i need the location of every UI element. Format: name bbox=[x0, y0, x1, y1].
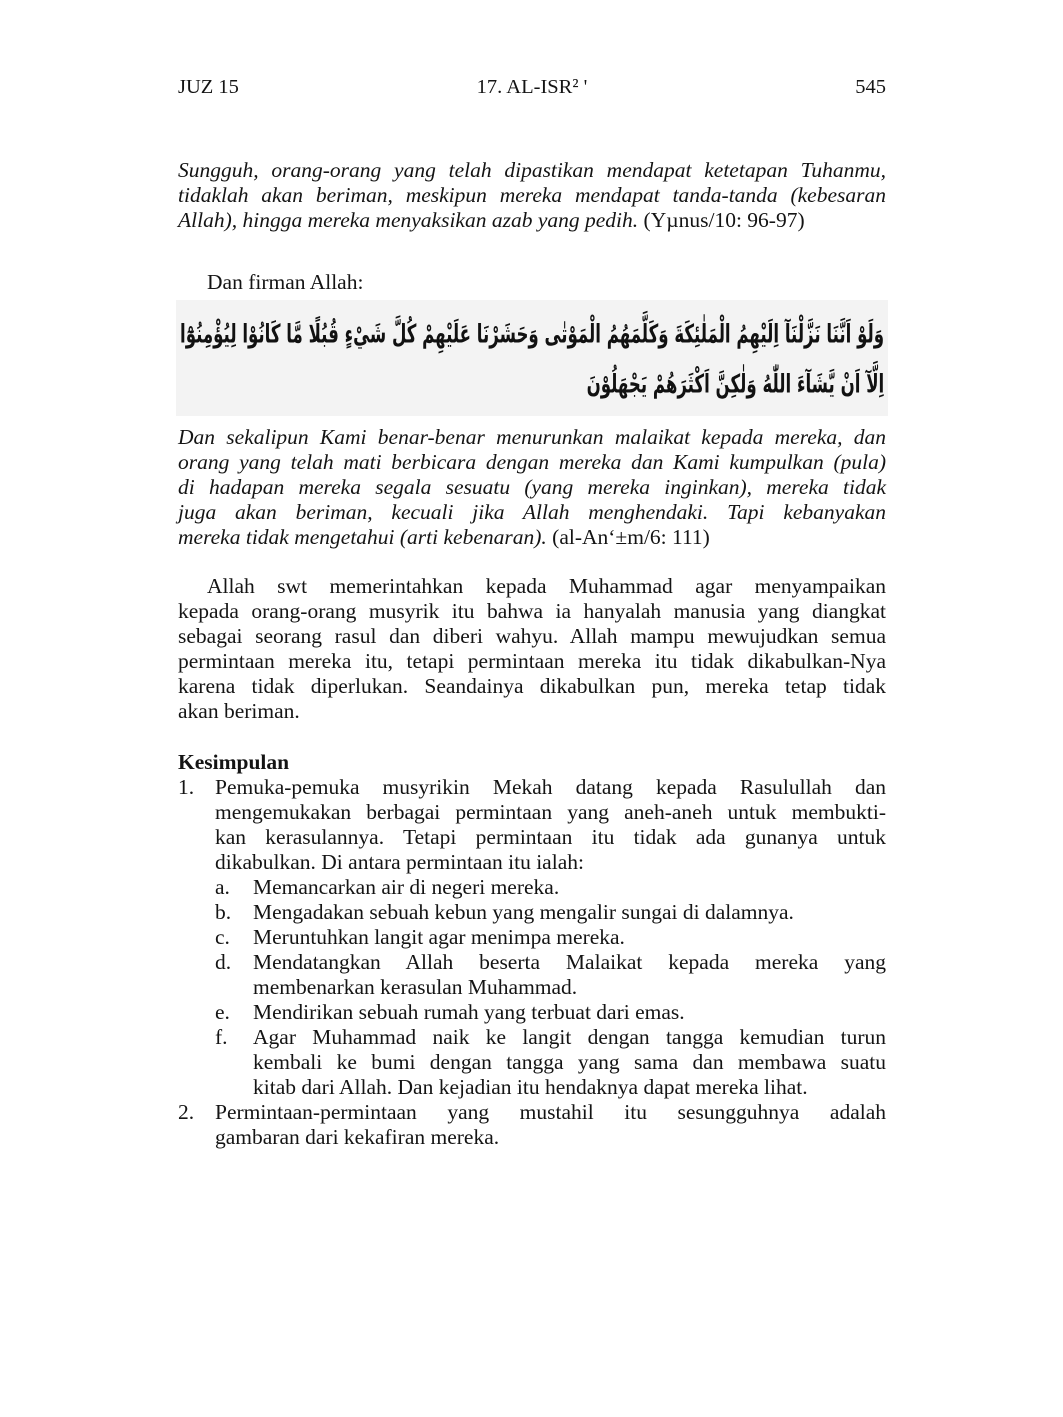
list-line: Memancarkan air di negeri mereka. bbox=[253, 875, 560, 899]
surah-title: 17. AL-ISR² ' bbox=[476, 76, 588, 98]
sub-list-letter: b. bbox=[215, 900, 232, 924]
list-line: Mengadakan sebuah kebun yang mengalir sungai di dalamnya. bbox=[253, 900, 794, 924]
quote-line-text: Allah), hingga mereka menyaksikan azab yang pedih. bbox=[178, 208, 639, 232]
paragraph-line: permintaan mereka itu, tetapi permintaan mereka itu tidak dikabulkan-Nya bbox=[178, 649, 886, 673]
list-item-text bbox=[215, 1100, 886, 1150]
list-line: dikabulkan. Di antara permintaan itu ialah: bbox=[215, 850, 584, 874]
sub-list-letter: f. bbox=[215, 1025, 228, 1049]
sub-list-item bbox=[178, 900, 886, 925]
list-line: mengemukakan berbagai permintaan yang aneh-aneh untuk membukti- bbox=[215, 800, 886, 824]
juz-label: JUZ 15 bbox=[178, 76, 239, 98]
list-item bbox=[178, 775, 886, 1100]
sub-list-text bbox=[253, 900, 886, 925]
quote-citation: (Yµnus/10: 96-97) bbox=[643, 208, 805, 232]
sub-list-text bbox=[253, 875, 886, 900]
sub-list-item bbox=[178, 875, 886, 900]
quote-line-last bbox=[178, 525, 886, 550]
list-number: 1. bbox=[178, 775, 195, 799]
conclusion-heading bbox=[178, 750, 886, 775]
list-line: Pemuka-pemuka musyrikin Mekah datang kepada Rasulullah dan bbox=[215, 775, 886, 799]
quote-line-last bbox=[178, 208, 886, 233]
list-line: gambaran dari kekafiran mereka. bbox=[215, 1125, 500, 1149]
intro-text: Dan firman Allah: bbox=[207, 270, 364, 294]
sub-list-item bbox=[178, 925, 886, 950]
intro-paragraph bbox=[178, 270, 886, 295]
list-line: Meruntuhkan langit agar menimpa mereka. bbox=[253, 925, 625, 949]
list-line: Permintaan-permintaan yang mustahil itu sesungguhnya adalah bbox=[215, 1100, 886, 1124]
quote-line: juga akan beriman, kecuali jika Allah menghendaki. Tapi kebanyakan bbox=[178, 500, 886, 524]
paragraph-line: akan beriman. bbox=[178, 699, 300, 723]
paragraph-line: karena tidak diperlukan. Seandainya dikabulkan pun, mereka tetap tidak bbox=[178, 674, 886, 698]
arabic-verse bbox=[176, 300, 888, 416]
arabic-line-2 bbox=[178, 360, 884, 410]
list-line: membenarkan kerasulan Muhammad. bbox=[253, 975, 578, 999]
quote-line: di hadapan mereka segala sesuatu (yang mereka inginkan), mereka tidak bbox=[178, 475, 886, 499]
sub-list-letter: d. bbox=[215, 950, 232, 974]
commentary-paragraph bbox=[178, 574, 886, 724]
sub-list-letter: a. bbox=[215, 875, 230, 899]
list-line: Mendatangkan Allah beserta Malaikat kepada mereka yang bbox=[253, 950, 886, 974]
list-line: kembali ke bumi dengan tangga yang sama dan membawa suatu bbox=[253, 1050, 886, 1074]
list-number: 2. bbox=[178, 1100, 195, 1124]
arabic-line-1-text: وَلَوْ اَنَّنَا نَزَّلْنَآ اِلَيْهِمُ الْمَلٰئِكَةَ وَكَلَّمَهُمُ الْمَوْتٰى وَحَشَرْنَا عَلَيْهِمْ كُلَّ شَيْءٍ قُبُلًا مَّا كَانُوْا لِيُؤْمِنُوْٓا bbox=[180, 319, 884, 350]
paragraph-line: kepada orang-orang musyrik itu bahwa ia hanyalah manusia yang diangkat bbox=[178, 599, 886, 623]
list-line: Agar Muhammad naik ke langit dengan tangga kemudian turun bbox=[253, 1025, 886, 1049]
sub-list-item bbox=[178, 950, 886, 1000]
arabic-line-2-text: اِلَّآ اَنْ يَّشَآءَ اللّٰهُ وَلٰكِنَّ اَكْثَرَهُمْ يَجْهَلُوْنَ bbox=[586, 369, 884, 400]
arabic-line-1 bbox=[178, 310, 884, 360]
sub-list-text bbox=[253, 1000, 886, 1025]
quote-line: orang yang telah mati berbicara dengan mereka dan Kami kumpulkan (pula) bbox=[178, 450, 886, 474]
quote-line: Dan sekalipun Kami benar-benar menurunkan malaikat kepada mereka, dan bbox=[178, 425, 886, 449]
list-line: Mendirikan sebuah rumah yang terbuat dari emas. bbox=[253, 1000, 685, 1024]
sub-list-letter: e. bbox=[215, 1000, 230, 1024]
list-item-text bbox=[215, 775, 886, 875]
sub-list-item bbox=[178, 1025, 886, 1100]
list-line: kitab dari Allah. Dan kejadian itu hendaknya dapat mereka lihat. bbox=[253, 1075, 808, 1099]
page-number: 545 bbox=[855, 76, 886, 98]
sub-list-text bbox=[253, 950, 886, 1000]
quote-line-text: mereka tidak mengetahui (arti kebenaran). bbox=[178, 525, 547, 549]
conclusion-list bbox=[178, 775, 886, 1150]
quote-line: Sungguh, orang-orang yang telah dipastikan mendapat ketetapan Tuhanmu, bbox=[178, 158, 886, 182]
paragraph-line: sebagai seorang rasul dan diberi wahyu. Allah mampu mewujudkan semua bbox=[178, 624, 886, 648]
sub-list-text bbox=[253, 1025, 886, 1100]
quote-line: tidaklah akan beriman, meskipun mereka mendapat tanda-tanda (kebesaran bbox=[178, 183, 886, 207]
sub-list-item bbox=[178, 1000, 886, 1025]
list-line: kan kerasulannya. Tetapi permintaan itu tidak ada gunanya untuk bbox=[215, 825, 886, 849]
quote-citation: (al-An‘±m/6: 111) bbox=[552, 525, 710, 549]
translation-quote-2 bbox=[178, 425, 886, 550]
page-header bbox=[178, 75, 886, 100]
section-title: Kesimpulan bbox=[178, 750, 290, 774]
sub-list-letter: c. bbox=[215, 925, 230, 949]
sub-list-text bbox=[253, 925, 886, 950]
translation-quote-1 bbox=[178, 158, 886, 233]
paragraph-line: Allah swt memerintahkan kepada Muhammad agar menyampaikan bbox=[207, 574, 886, 598]
list-item bbox=[178, 1100, 886, 1150]
